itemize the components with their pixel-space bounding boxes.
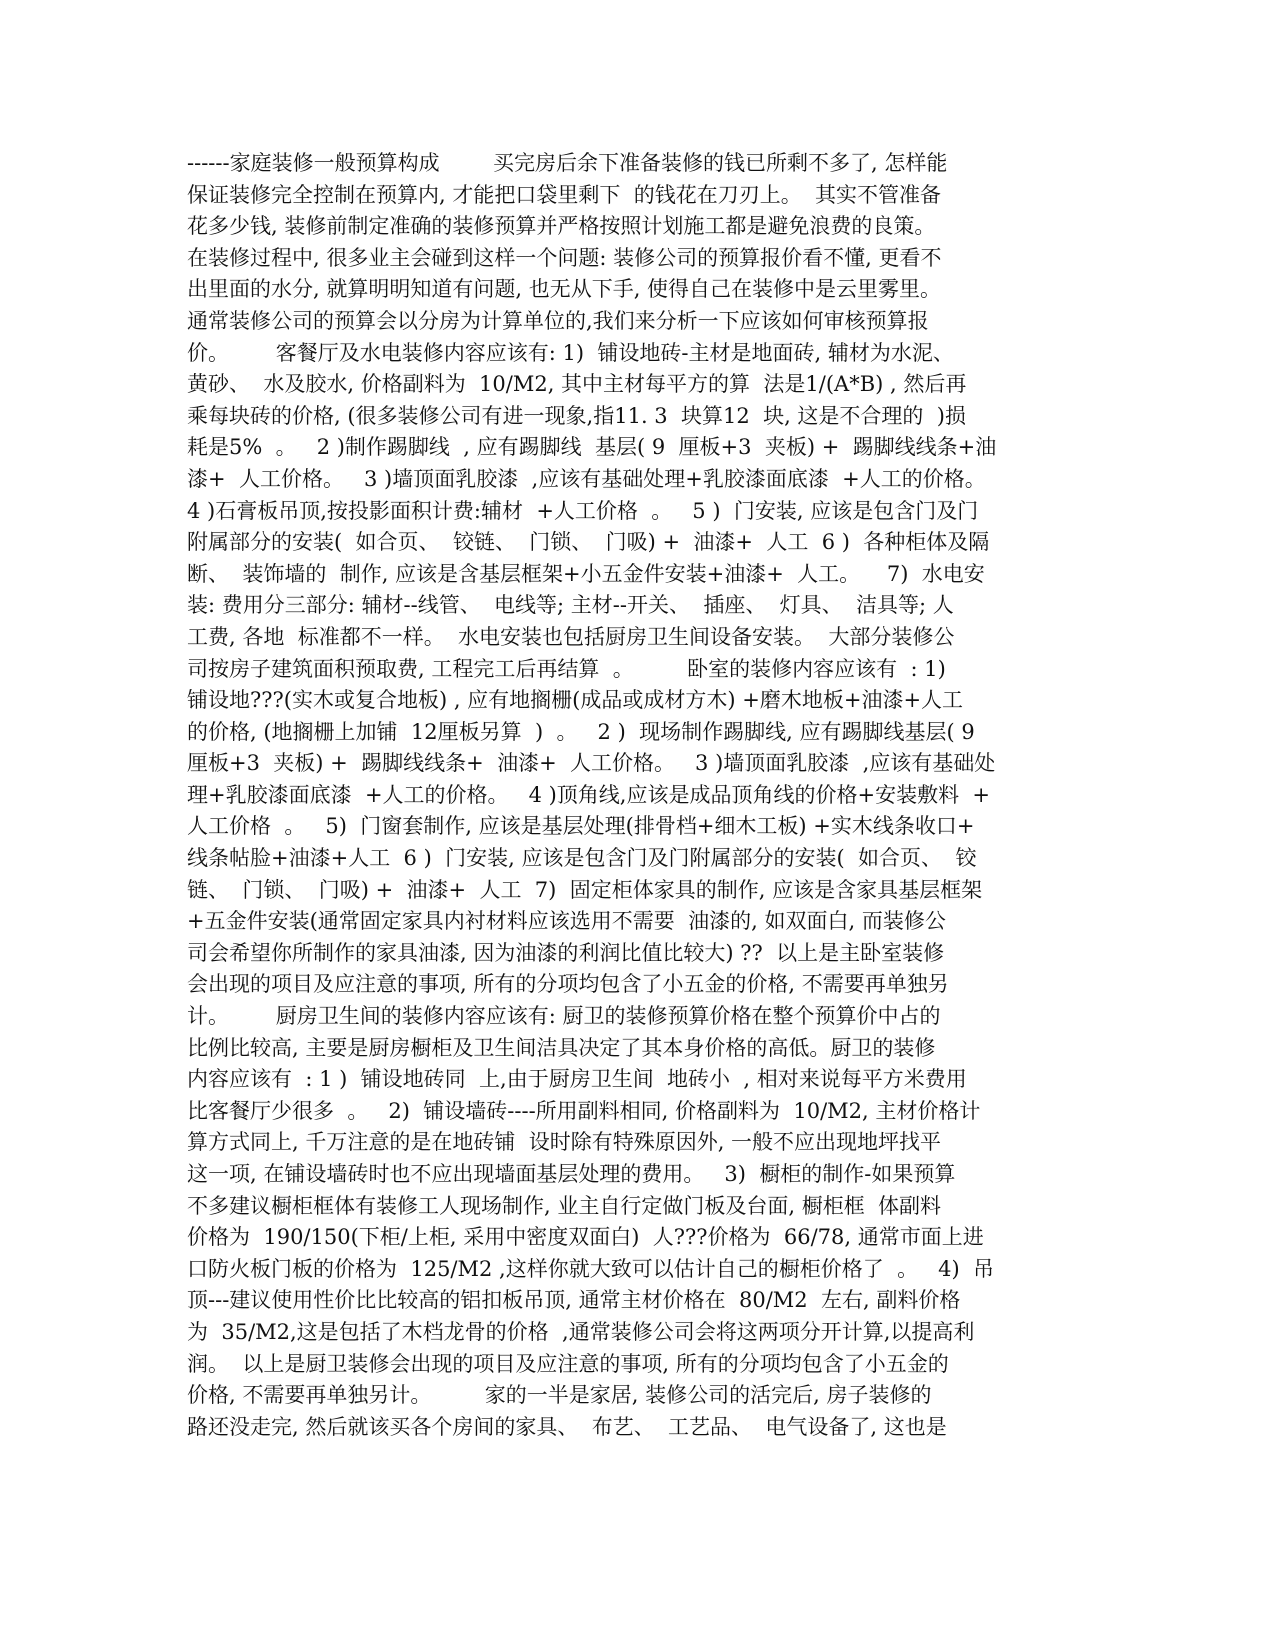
text-line: 工费, 各地 标准都不一样。 水电安装也包括厨房卫生间设备安装。 大部分装修公	[187, 624, 955, 649]
text-line: 断、 装饰墙的 制作, 应该是含基层框架+小五金件安装+油漆+ 人工。 7) 水电安	[187, 561, 985, 586]
text-line: 计。 厨房卫生间的装修内容应该有: 厨卫的装修预算价格在整个预算价中占的	[187, 1004, 941, 1029]
text-line: 顶---建议使用性价比比较高的铝扣板吊顶, 通常主材价格在 80/M2 左右, 副料价格	[187, 1288, 961, 1313]
text-line: 比例比较高, 主要是厨房橱柜及卫生间洁具决定了其本身价格的高低。厨卫的装修	[187, 1035, 936, 1060]
text-line: 润。 以上是厨卫装修会出现的项目及应注意的事项, 所有的分项均包含了小五金的	[187, 1351, 949, 1376]
text-line: 为 35/M2,这是包括了木档龙骨的价格 ,通常装修公司会将这两项分开计算,以提高利	[187, 1319, 975, 1344]
text-line: 4 )石膏板吊顶,按投影面积计费:辅材 +人工价格 。 5 ) 门安装, 应该是包含门及门	[187, 498, 979, 523]
text-line: 花多少钱, 装修前制定准确的装修预算并严格按照计划施工都是避免浪费的良策。	[187, 214, 936, 239]
text-line: 人工价格 。 5) 门窗套制作, 应该是基层处理(排骨档+细木工板) +实木线条收口+	[187, 814, 975, 839]
text-line: 算方式同上, 千万注意的是在地砖铺 设时除有特殊原因外, 一般不应出现地坪找平	[187, 1130, 942, 1155]
text-line: 比客餐厅少很多 。 2) 铺设墙砖----所用副料相同, 价格副料为 10/M2, 主材价格计	[187, 1098, 981, 1123]
text-line: 耗是5% 。 2 )制作踢脚线 , 应有踢脚线 基层( 9 厘板+3 夹板) + 踢脚线线条+油	[187, 435, 997, 460]
text-line: 附属部分的安装( 如合页、 铰链、 门锁、 门吸) + 油漆+ 人工 6 ) 各种柜体及隔	[187, 530, 990, 555]
text-line: 不多建议橱柜框体有装修工人现场制作, 业主自行定做门板及台面, 橱柜框 体副料	[187, 1193, 942, 1218]
text-line: 司按房子建筑面积预取费, 工程完工后再结算 。 卧室的装修内容应该有 : 1)	[187, 656, 946, 681]
text-line: 保证装修完全控制在预算内, 才能把口袋里剩下 的钱花在刀刃上。 其实不管准备	[187, 182, 942, 207]
text-line: 路还没走完, 然后就该买各个房间的家具、 布艺、 工艺品、 电气设备了, 这也是	[187, 1414, 947, 1439]
text-line: ------家庭装修一般预算构成 买完房后余下准备装修的钱已所剩不多了, 怎样能	[187, 151, 948, 175]
text-line: 内容应该有 : 1 ) 铺设地砖同 上,由于厨房卫生间 地砖小 , 相对来说每平方米费用	[187, 1067, 967, 1092]
text-line: 会出现的项目及应注意的事项, 所有的分项均包含了小五金的价格, 不需要再单独另	[187, 972, 949, 997]
text-line: 黄砂、 水及胶水, 价格副料为 10/M2, 其中主材每平方的算 法是1/(A*B) , 然后再	[187, 372, 967, 397]
text-line: 价。 客餐厅及水电装修内容应该有: 1) 铺设地砖-主材是地面砖, 辅材为水泥、	[187, 340, 954, 365]
text-line: 线条帖脸+油漆+人工 6 ) 门安装, 应该是包含门及门附属部分的安装( 如合页、 铰	[187, 846, 977, 871]
text-line: 司会希望你所制作的家具油漆, 因为油漆的利润比值比较大) ?? 以上是主卧室装修	[187, 940, 945, 965]
text-line: 理+乳胶漆面底漆 +人工的价格。 4 )顶角线,应该是成品顶角线的价格+安装敷料 +	[187, 782, 991, 807]
text-line: 链、 门锁、 门吸) + 油漆+ 人工 7) 固定柜体家具的制作, 应该是含家具基层框架	[187, 877, 983, 902]
text-line: 价格为 190/150(下柜/上柜, 采用中密度双面白) 人???价格为 66/78, 通常市面上进	[187, 1225, 984, 1250]
text-line: 的价格, (地搁栅上加铺 12厘板另算 ) 。 2 ) 现场制作踢脚线, 应有踢脚线基层( 9	[187, 719, 975, 744]
text-line: 口防火板门板的价格为 125/M2 ,这样你就大致可以估计自己的橱柜价格了 。 4) 吊	[187, 1256, 995, 1281]
text-line: 在装修过程中, 很多业主会碰到这样一个问题: 装修公司的预算报价看不懂, 更看不	[187, 245, 942, 270]
text-line: 装: 费用分三部分: 辅材--线管、 电线等; 主材--开关、 插座、 灯具、 洁具等; 人	[187, 593, 954, 618]
text-line: +五金件安装(通常固定家具内衬材料应该选用不需要 油漆的, 如双面白, 而装修公	[187, 909, 946, 934]
text-line: 这一项, 在铺设墙砖时也不应出现墙面基层处理的费用。 3) 橱柜的制作-如果预算	[187, 1162, 956, 1186]
body-text	[187, 148, 1087, 1443]
text-line: 厘板+3 夹板) + 踢脚线线条+ 油漆+ 人工价格。 3 )墙顶面乳胶漆 ,应该有基础处	[187, 751, 996, 776]
text-line: 价格, 不需要再单独另计。 家的一半是家居, 装修公司的活完后, 房子装修的	[187, 1383, 932, 1408]
text-line: 出里面的水分, 就算明明知道有问题, 也无从下手, 使得自己在装修中是云里雾里。	[187, 277, 942, 302]
text-line: 乘每块砖的价格, (很多装修公司有进一现象,指11. 3 块算12 块, 这是不合理的 )损	[187, 403, 966, 428]
text-line: 漆+ 人工价格。 3 )墙顶面乳胶漆 ,应该有基础处理+乳胶漆面底漆 +人工的价格。	[187, 466, 986, 491]
text-line: 通常装修公司的预算会以分房为计算单位的,我们来分析一下应该如何审核预算报	[187, 308, 929, 333]
text-line: 铺设地???(实木或复合地板) , 应有地搁栅(成品或成材方木) +磨木地板+油漆+人工	[187, 688, 964, 713]
